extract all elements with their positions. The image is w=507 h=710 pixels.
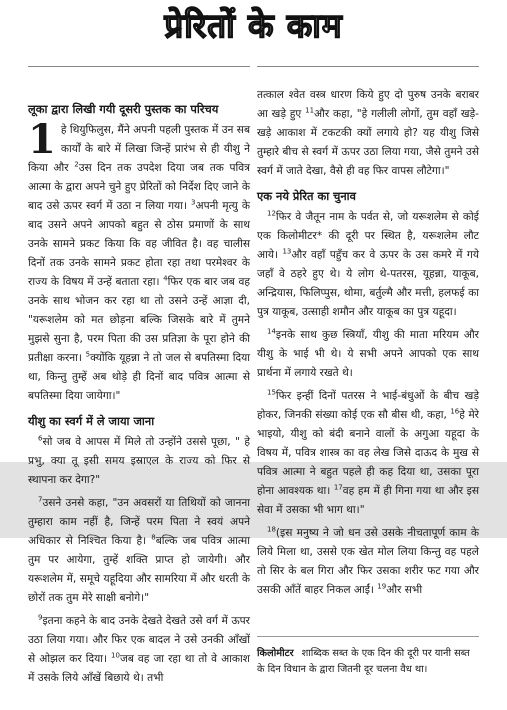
verse-text: और वहाँ पहुँच कर वे ऊपर के उस कमरे में गये जहाँ वे ठहरे हुए थे। ये लोग थे-पतरस, यूहन्ना, याकूब, अन्द्रियास, फिलिप्पुस, थोमा, बर्तुल्मै और मत्ती, हलफई का पुत्र याकूब, उत्साही शमौन और याकूब का पुत्र यहूदा। [257,249,479,318]
verse-number: 17 [333,483,343,492]
paragraph [28,433,250,490]
verse-number: 13 [282,247,292,256]
paragraph-intro [28,116,250,406]
paragraph [257,208,479,322]
verse-text: उसने उनसे कहा, "उन अवसरों या तिथियों को जानना तुम्हारा काम नहीं है, जिन्हें परम पिता ने स्वयं अपने अधिकार से निश्चित किया है। [28,497,250,547]
verse-text: फिर वे जैतून नाम के पर्वत से, जो यरूशलेम से कोई एक किलोमीटर* की दूरी पर स्थित है, यरूशलेम लौट आये। [257,211,479,261]
footnote-term: किलोमीटर [257,648,294,659]
verse-text: वह हम में ही गिना गया था और इस सेवा में उसका भी भाग था।" [257,485,479,516]
footnote-text: शाब्दिक सब्त के एक दिन की दूरी पर यानी सब्त के दिन विधान के द्वारा जितनी दूर चलना वैध था। [257,648,470,675]
paragraph [257,387,479,520]
verse-text: फिर एक बार जब वह उनके साथ भोजन कर रहा था तो उसने उन्हें आज्ञा दी, "यरूशलेम को मत छोड़ना बल्कि जिसके बारे में तुमने मुझसे सुना है, परम पिता की उस प्रतिज्ञा के पूरा होने की प्रतीक्षा करना। [28,276,250,364]
verse-number: 18 [267,525,276,534]
paragraph [28,494,250,608]
verse-text: (इस मनुष्य ने जो धन उसे उसके नीचतापूर्ण काम के लिये मिला था, उससे एक खेत मोल लिया किन्तु वह पहले तो सिर के बल गिरा और फिर उसका शरीर फट गया और उसकी आँतें बाहर निकल आईं। [257,527,479,596]
section-heading-new-apostle: एक नये प्रेरित का चुनाव [257,189,356,203]
verse-number: 16 [450,407,460,416]
verse-text: क्योंकि यूहन्ना ने तो जल से बपतिस्मा दिया था, किन्तु तुम्हें अब थोड़े ही दिनों बाद पवित्र आत्मा से बपतिस्मा दिया जायेगा।" [28,352,250,402]
footnote [257,646,479,678]
verse-text: बल्कि जब पवित्र आत्मा तुम पर आयेगा, तुम्हें शक्ति प्राप्त हो जायेगी। और यरूशलेम में, समूचे यहूदिया और सामरिया में और धरती के छोरों तक तुम मेरे साक्षी बनोगे।" [28,535,250,604]
section-heading-intro: लूका द्वारा लिखी गयी दूसरी पुस्तक का परिचय [28,102,219,116]
verse-text: सो जब वे आपस में मिले तो उन्होंने उससे पूछा, " हे प्रभु, क्या तू इसी समय इस्राएल के राज्य को फिर से स्थापना कर देगा?" [28,436,250,486]
verse-text: और कहा, "हे गलीली लोगों, तुम वहाँ खड़े-खड़े आकाश में टकटकी क्यों लगाये हो? यह यीशु जिसे तुम्हारे बीच से स्वर्ग में ऊपर उठा लिया गया, जैसे तुमने उसे स्वर्ग में जाते देखा, वैसे ही वह फिर वापस लौटेगा।" [257,108,479,177]
verse-number: 15 [267,388,276,397]
verse-number: 8 [151,533,156,542]
verse-text: हे थियुफिलुस, मैंने अपनी पहली पुस्तक में उन सब कार्यों के बारे में लिखा जिन्हें प्रारंभ से ही यीशु ने किया और [28,124,250,174]
verse-number: 11 [305,106,315,115]
verse-number: 6 [38,434,43,443]
paragraph [257,524,479,600]
verse-number: 10 [111,651,120,660]
right-column [257,86,479,604]
verse-number: 12 [267,209,276,218]
verse-text: अपनी मृत्यु के बाद उसने अपने आपको बहुत से ठोस प्रमाणों के साथ उनके सामने प्रकट किया कि वह जीवित है। वह चालीस दिनों तक उनके सामने प्रकट होता रहा तथा परमेश्वर के राज्य के विषय में उन्हें बताता रहा। [28,200,250,288]
verse-text: इतना कहने के बाद उनके देखते देखते उसे वर्ग में ऊपर उठा लिया गया। और फिर एक बादल ने उसे उनकी आँखों से ओझल कर दिया। [28,615,250,665]
section-heading-ascension: यीशु का स्वर्ग में ले जाया जाना [28,414,155,428]
footnote-rule [257,636,479,637]
verse-text: जब वह जा रहा था तो वे आकाश में उसके लिये आँखें बिछाये थे। तभी [28,653,250,684]
verse-number: 19 [377,582,387,591]
verse-number: 3 [191,198,196,207]
chapter-number: 1 [28,116,56,163]
paragraph [257,326,479,383]
verse-text: फिर इन्हीं दिनों पतरस ने भाई-बंधुओं के बीच खड़े होकर, जिनकी संख्या कोई एक सौ बीस थी, कहा, [257,390,479,421]
verse-number: 5 [85,350,91,359]
verse-text: हे मेरे भाइयो, यीशु को बंदी बनाने वालों के अगुआ यहूदा के विषय में, पवित्र शास्त्र का वह लेख जिसे दाऊद के मुख से पवित्र आत्मा ने बहुत पहले ही कह दिया था, उसका पूरा होना आवश्यक था। [257,409,479,497]
verse-text: और सभी [386,584,423,596]
verse-text: तत्काल श्वेत वस्त्र धारण किये हुए दो पुरुष उनके बराबर आ खड़े हुए [257,89,479,120]
title-rule-right [257,66,479,67]
verse-number: 4 [163,274,168,283]
paragraph [28,612,250,688]
paragraph [257,86,479,181]
book-title: प्रेरितों के काम [164,6,343,45]
verse-number: 14 [267,327,276,336]
verse-number: 7 [38,495,43,504]
verse-number: 9 [38,613,43,622]
title-rule-left [28,66,250,67]
verse-text: उस दिन तक उपदेश दिया जब तक पवित्र आत्मा के द्वारा अपने चुने हुए प्रेरितों को निर्देश दिए जाने के बाद उसे ऊपर स्वर्ग में उठा न लिया गया। [28,162,250,212]
left-column [28,94,250,692]
verse-number: 2 [74,160,79,169]
verse-text: इनके साथ कुछ स्त्रियाँ, यीशु की माता मरियम और यीशु के भाई भी थे। ये सभी अपने आपको एक साथ प्रार्थना में लगाये रखते थे। [257,329,479,379]
